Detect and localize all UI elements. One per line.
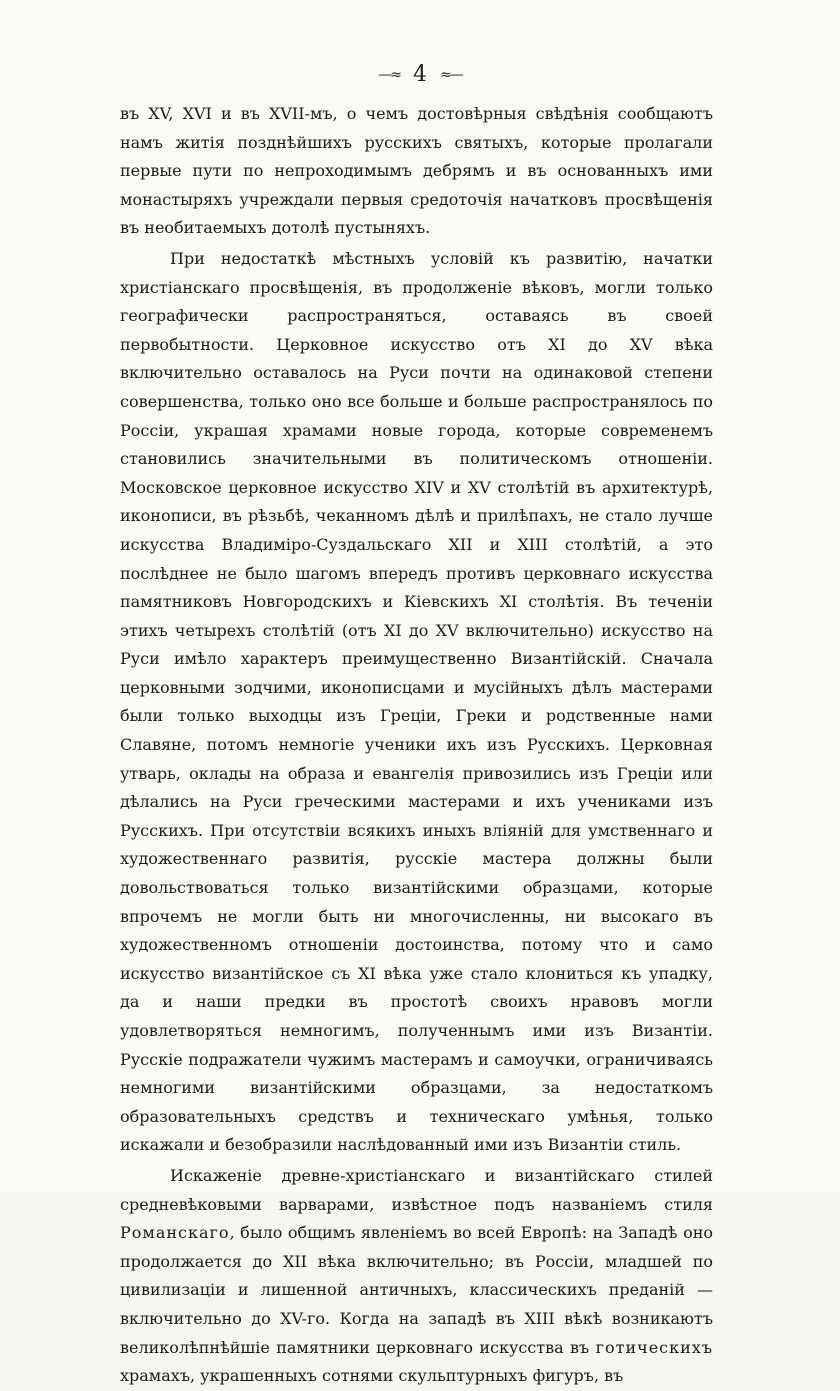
paragraph-text: , было общимъ явленіемъ во всей Европѣ: на Западѣ оно продолжается до XII вѣка включительно; въ Россіи, младшей по цивилизаціи и лишенной античныхъ, классическихъ преданій — включительно до XV-го. Когда на западѣ въ XIII вѣкѣ возникаютъ великолѣпнѣйшіе памятники церковнаго искусства въ [120,1223,713,1357]
paragraph-text: Искаженіе древне-христіанскаго и византійскаго стилей средневѣковыми варварами, извѣстное подъ названіемъ стиля [120,1165,713,1214]
page-header [0,62,840,87]
ornament-right: ≈— [440,67,462,83]
ornament-left: —≈ [378,67,400,83]
emphasized-term: Романскаго [120,1223,230,1243]
emphasized-term: готическихъ [595,1337,713,1357]
paragraph: При недостаткѣ мѣстныхъ условій къ развитію, начатки христіанскаго просвѣщенія, въ продолженіе вѣковъ, могли только географически распространяться, оставаясь въ своей первобытности. Церковное искусство отъ XI до XV вѣка включительно оставалось на Руси почти на одинаковой степени совершенства, только оно все больше и больше распространялось по Россіи, украшая храмами новые города, которые современемъ становились значительными въ политическомъ отношеніи. Московское церковное искусство XIV и XV столѣтій въ архитектурѣ, иконописи, въ рѣзьбѣ, чеканномъ дѣлѣ и прилѣпахъ, не стало лучше искусства Владиміро-Суздальскаго XII и XIII столѣтій, а это послѣднее не было шагомъ впередъ противъ церковнаго искусства памятниковъ Новгородскихъ и Кіевскихъ XI столѣтія. Въ теченіи этихъ четырехъ столѣтій (отъ XI до XV включительно) искусство на Руси имѣло характеръ преимущественно Византійскій. Сначала церковными зодчими, иконописцами и мусійныхъ дѣлъ мастерами были только выходцы изъ Греціи, Греки и родственные нами Славяне, потомъ немногіе ученики ихъ изъ Русскихъ. Церковная утварь, оклады на образа и евангелія привозились изъ Греціи или дѣлались на Руси греческими мастерами и ихъ учениками изъ Русскихъ. При отсутствіи всякихъ иныхъ вліяній для умственнаго и художественнаго развитія, русскіе мастера должны были довольствоваться только византійскими образцами, которые впрочемъ не могли быть ни многочисленны, ни высокаго въ художественномъ отношеніи достоинства, потому что и само искусство византійское съ XI вѣка уже стало клониться къ упадку, да и наши предки въ простотѣ своихъ нравовъ могли удовлетворяться немногимъ, полученнымъ ими изъ Византіи. Русскіе подражатели чужимъ мастерамъ и самоучки, ограничиваясь немногими византійскими образцами, за недостаткомъ образовательныхъ средствъ и техническаго умѣнья, только искажали и безобразили наслѣдованный ими изъ Византіи стиль. [120,248,714,1155]
page-number: 4 [413,62,427,87]
page-body [120,100,713,1391]
paragraph [120,1162,713,1391]
paragraph-continuation: въ XV, XVI и въ XVII-мъ, о чемъ достовѣрныя свѣдѣнія сообщаютъ намъ житія позднѣйшихъ русскихъ святыхъ, которые пролагали первые пути по непроходимымъ дебрямъ и въ основанныхъ ими монастыряхъ учреждали первыя средоточія начатковъ просвѣщенія въ необитаемыхъ дотолѣ пустыняхъ. [120,104,713,238]
paragraph-text: храмахъ, украшенныхъ сотнями скульптурныхъ фигуръ, въ [120,1366,624,1386]
